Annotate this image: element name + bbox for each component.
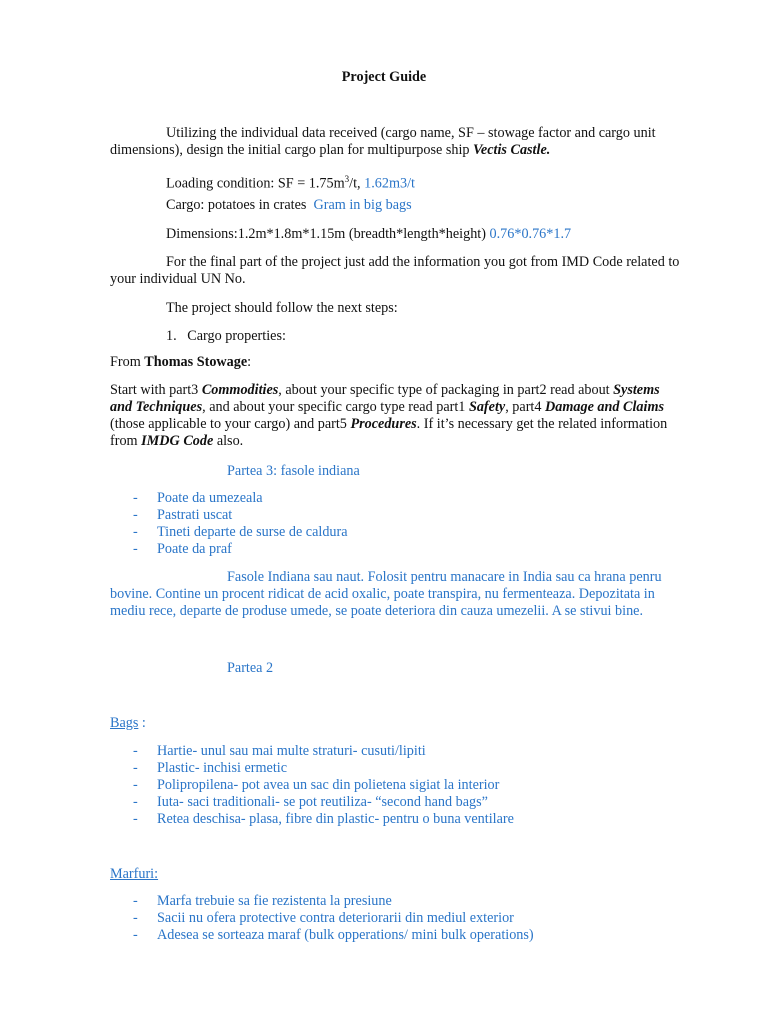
list-item: - Pastrati uscat: [133, 507, 233, 523]
list-item: - Marfa trebuie sa fie rezistenta la presiune: [133, 893, 392, 909]
dimensions-note: 0.76*0.76*1.7: [489, 226, 572, 242]
list-item: - Sacii nu ofera protective contra deteriorarii din mediul exterior: [133, 910, 514, 926]
list-item: - Plastic- inchisi ermetic: [133, 760, 288, 776]
list-item: - Tineti departe de surse de caldura: [133, 524, 348, 540]
cargo-line: Cargo: potatoes in crates Gram in big bags: [166, 197, 412, 213]
list-item: - Adesea se sorteaza maraf (bulk opperations/ mini bulk operations): [133, 927, 534, 943]
dimensions-line: Dimensions:1.2m*1.8m*1.15m (breadth*length*height) 0.76*0.76*1.7: [166, 226, 572, 242]
marfuri-heading: Marfuri:: [110, 866, 159, 882]
list-item: - Hartie- unul sau mai multe straturi- cusuti/lipiti: [133, 743, 426, 759]
start-paragraph: Start with part3 Commodities, about your specific type of packaging in part2 read about Systems and Techniques, and about your specific cargo type read part1 Safety, part4 Damage and Claims (those applicable to your cargo) and part5 Procedures. If it’s necessary get the related information from IMDG Code also.: [110, 382, 668, 449]
bags-heading: Bags :: [110, 715, 146, 731]
loading-condition: Loading condition: SF = $1.75m^3/t$, 1.62m3/t: [166, 174, 415, 192]
ship-name: Vectis Castle.: [473, 142, 551, 158]
intro-paragraph: Utilizing the individual data received (cargo name, SF – stowage factor and cargo unit dimensions), design the initial cargo plan for multipurpose ship Vectis Castle.: [110, 125, 656, 158]
partea3-paragraph: Fasole Indiana sau naut. Folosit pentru manacare in India sau ca hrana penru bovine. Contine un procent ridicat de acid oxalic, poate transpira, nu fermenteaza. Depozitata in mediu rece, departe de produse umede, se poate deteriora din cauza umezelii. A se stivui bine.: [110, 569, 662, 619]
list-item: - Poate da umezeala: [133, 490, 263, 506]
partea3-heading: Partea 3: fasole indiana: [227, 463, 360, 479]
cargo-note: Gram in big bags: [313, 197, 412, 213]
loading-note: 1.62m3/t: [364, 175, 415, 192]
book-title: Thomas Stowage: [144, 354, 248, 370]
list-item: - Poate da praf: [133, 541, 232, 557]
final-part-paragraph: For the final part of the project just add the information you got from IMD Code related to your individual UN No.: [110, 254, 680, 287]
from-line: From Thomas Stowage:: [110, 354, 252, 370]
list-item: - Polipropilena- pot avea un sac din polietena sigiat la interior: [133, 777, 500, 793]
list-item: - Retea deschisa- plasa, fibre din plastic- pentru o buna ventilare: [133, 811, 514, 827]
step-1: 1. Cargo properties:: [166, 328, 286, 344]
steps-intro: The project should follow the next steps:: [166, 300, 398, 316]
list-item: - Iuta- saci traditionali- se pot reutiliza- “second hand bags”: [133, 794, 488, 810]
page-title: Project Guide: [341, 69, 427, 85]
partea2-heading: Partea 2: [227, 660, 274, 676]
